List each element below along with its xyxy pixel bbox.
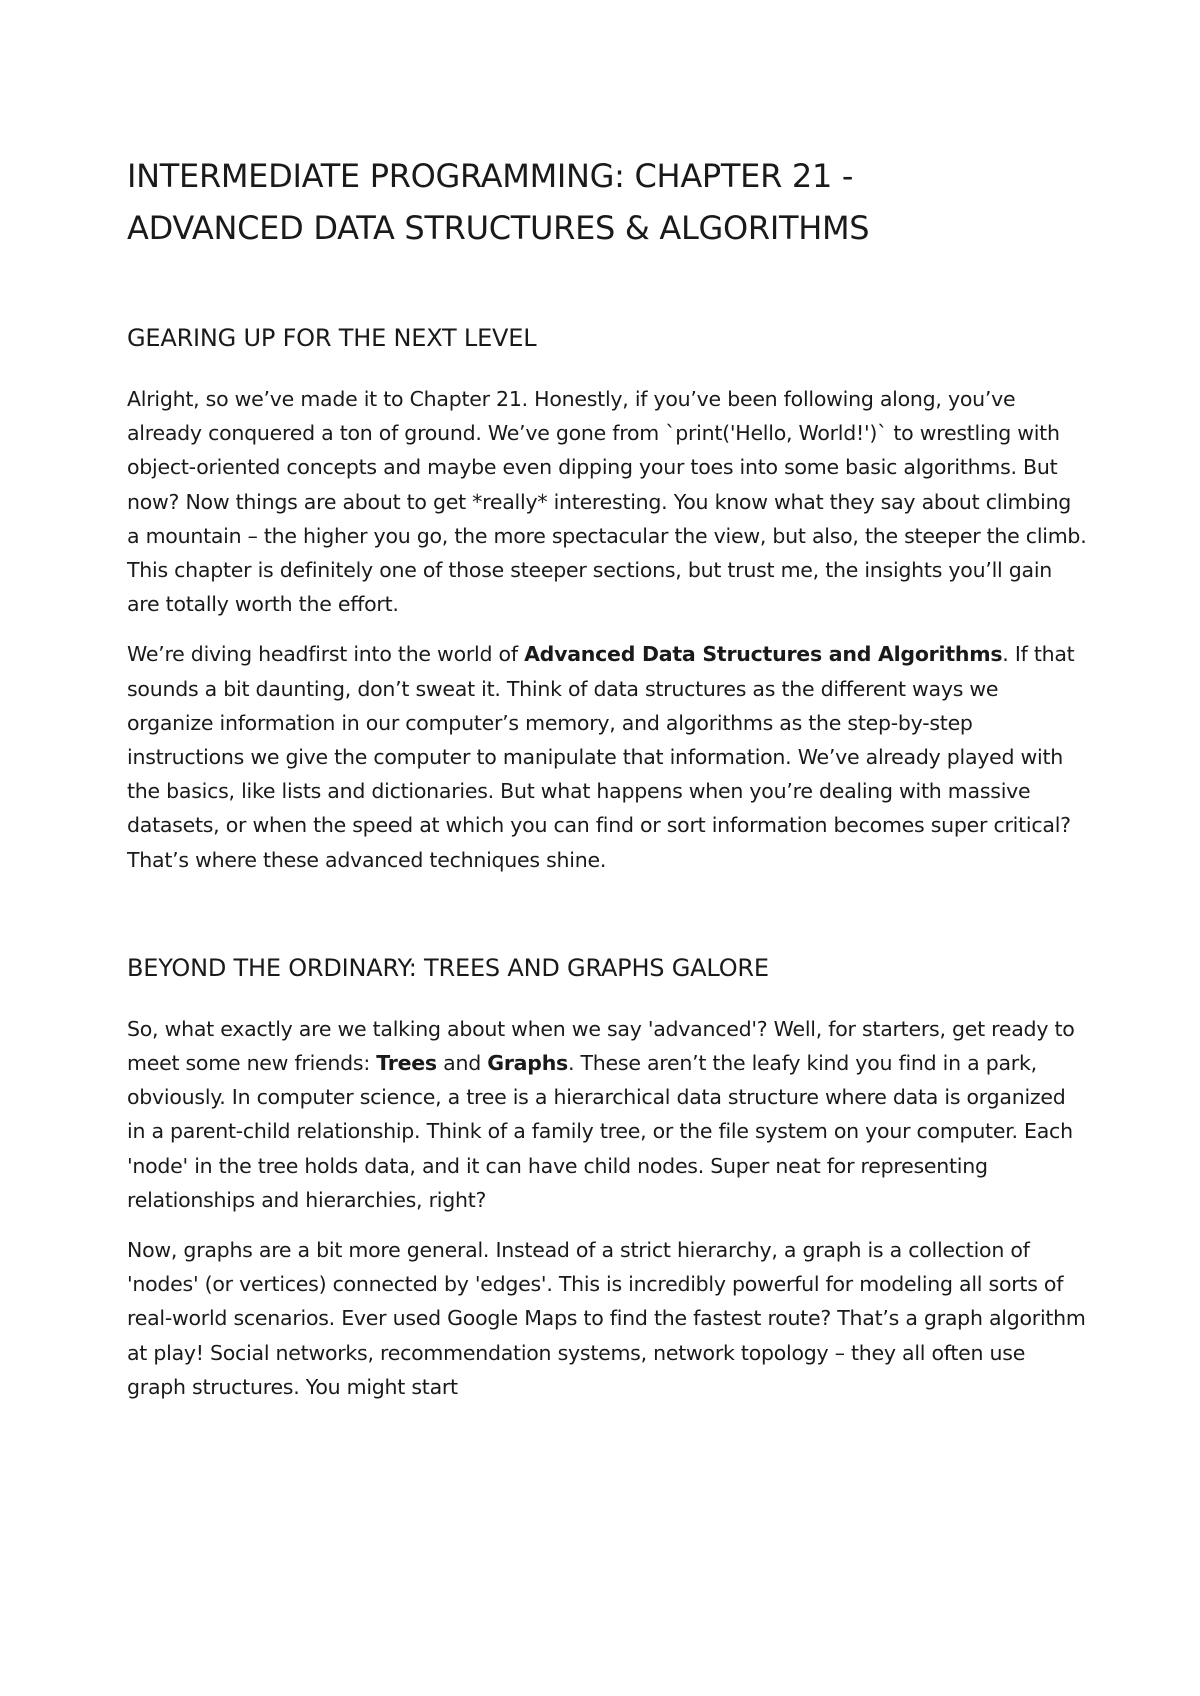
title-line-2: ADVANCED DATA STRUCTURES & ALGORITHMS <box>127 209 870 247</box>
document-title <box>127 150 1087 254</box>
title-line-1: INTERMEDIATE PROGRAMMING: CHAPTER 21 - <box>127 157 854 195</box>
paragraph-text: So, what exactly are we talking about when we say 'advanced'? Well, for starters, get ready to meet some new friends: <box>127 1016 1075 1076</box>
paragraph-text: We’re diving headfirst into the world of <box>127 642 525 667</box>
paragraph <box>127 637 1087 876</box>
document-page <box>127 150 1087 1404</box>
bold-term: Advanced Data Structures and Algorithms <box>524 642 1003 667</box>
bold-term-graphs: Graphs <box>487 1051 568 1076</box>
paragraph: Alright, so we’ve made it to Chapter 21. Honestly, if you’ve been following along, you’ve already conquered a ton of ground. We’ve gone from `print('Hello, World!')` to wrestling with object-oriented concepts and maybe even dipping your toes into some basic algorithms. But now? Now things are about to get *really* interesting. You know what they say about climbing a mountain – the higher you go, the more spectacular the view, but also, the steeper the climb. This chapter is definitely one of those steeper sections, but trust me, the insights you’ll gain are totally worth the effort. <box>127 387 1087 617</box>
section-heading-gearing-up: GEARING UP FOR THE NEXT LEVEL <box>127 324 537 352</box>
section-heading-beyond-ordinary: BEYOND THE ORDINARY: TREES AND GRAPHS GALORE <box>127 953 769 982</box>
paragraph-text: . These aren’t the leafy kind you find in a park, obviously. In computer science, a tree is a hierarchical data structure where data is organized in a parent-child relationship. Think of a family tree, or the file system on your computer. Each 'node' in the tree holds data, and it can have child nodes. Super neat for representing relationships and hierarchies, right? <box>127 1051 1073 1212</box>
paragraph <box>127 1012 1087 1217</box>
bold-term-trees: Trees <box>376 1051 437 1076</box>
paragraph: Now, graphs are a bit more general. Instead of a strict hierarchy, a graph is a collection of 'nodes' (or vertices) connected by 'edges'. This is incredibly powerful for modeling all sorts of real-world scenarios. Ever used Google Maps to find the fastest route? That’s a graph algorithm at play! Social networks, recommendation systems, network topology – they all often use graph structures. You might start <box>127 1238 1086 1399</box>
paragraph-text: . If that sounds a bit daunting, don’t sweat it. Think of data structures as the different ways we organize information in our computer’s memory, and algorithms as the step-by-step instructions we give the computer to manipulate that information. We’ve already played with the basics, like lists and dictionaries. But what happens when you’re dealing with massive datasets, or when the speed at which you can find or sort information becomes super critical? That’s where these advanced techniques shine. <box>127 642 1075 872</box>
paragraph-text: and <box>436 1051 488 1076</box>
